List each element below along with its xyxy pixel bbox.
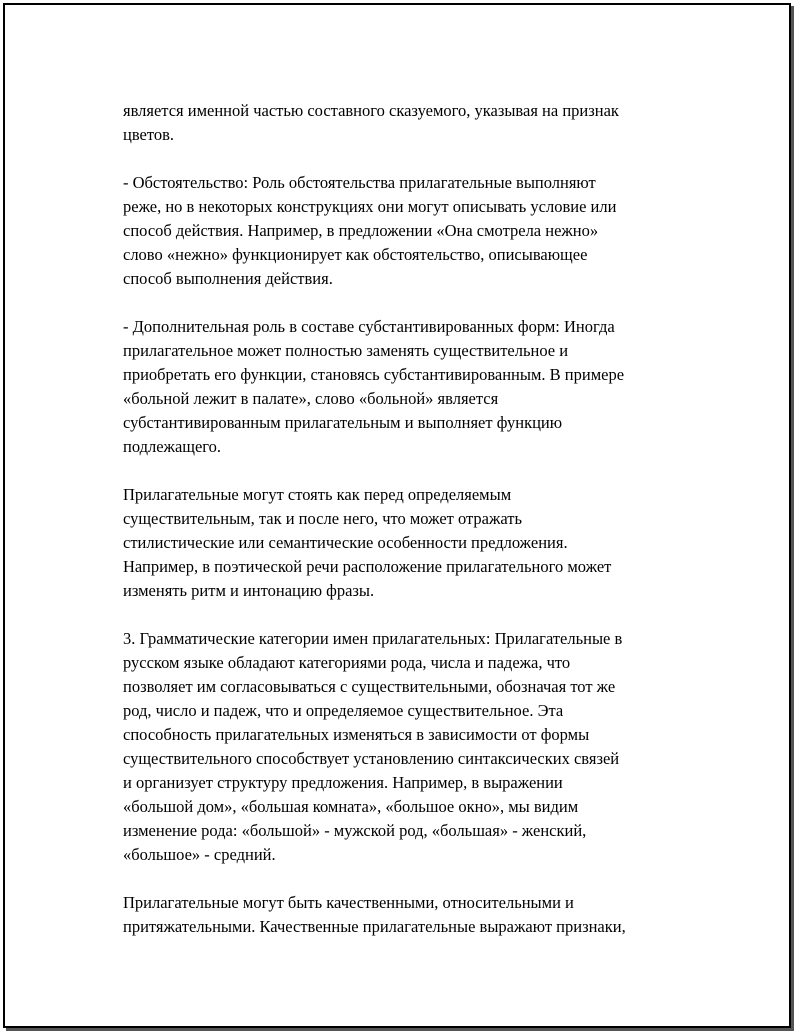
page [3,3,791,1028]
paragraph-adjective-types: Прилагательные могут быть качественными, относительными и притяжательными. Качественные прилагательные выражают признаки, [123,893,626,936]
paragraph-substantivized-role: - Дополнительная роль в составе субстантивированных форм: Иногда прилагательное может полностью заменять существительное и приобретать его функции, становясь субстантивированным. В примере «больной лежит в палате», слово «больной» является субстантивированным прилагательным и выполняет функцию подлежащего. [123,317,625,456]
paragraph-grammatical-categories: 3. Грамматические категории имен прилагательных: Прилагательные в русском языке обладают категориями рода, числа и падежа, что позволяет им согласовываться с существительными, обозначая тот же род, число и падеж, что и определяемое существительное. Эта способность прилагательных изменяться в зависимости от формы существительного способствует установлению синтаксических связей и организует структуру предложения. Например, в выражении «большой дом», «большая комната», «большое окно», мы видим изменение рода: «большой» - мужской род, «большая» - женский, «большое» - средний. [123,629,623,864]
paragraph-word-order: Прилагательные могут стоять как перед определяемым существительным, так и после него, что может отражать стилистические или семантические особенности предложения. Например, в поэтической речи расположение прилагательного может изменять ритм и интонацию фразы. [123,485,612,600]
paragraph-adverbial-role: - Обстоятельство: Роль обстоятельства прилагательные выполняют реже, но в некоторых конструкциях они могут описывать условие или способ действия. Например, в предложении «Она смотрела нежно» слово «нежно» функционирует как обстоятельство, описывающее способ выполнения действия. [123,173,617,288]
paragraph-predicate-continuation: является именной частью составного сказуемого, указывая на признак цветов. [123,101,619,144]
page-content [123,99,693,963]
